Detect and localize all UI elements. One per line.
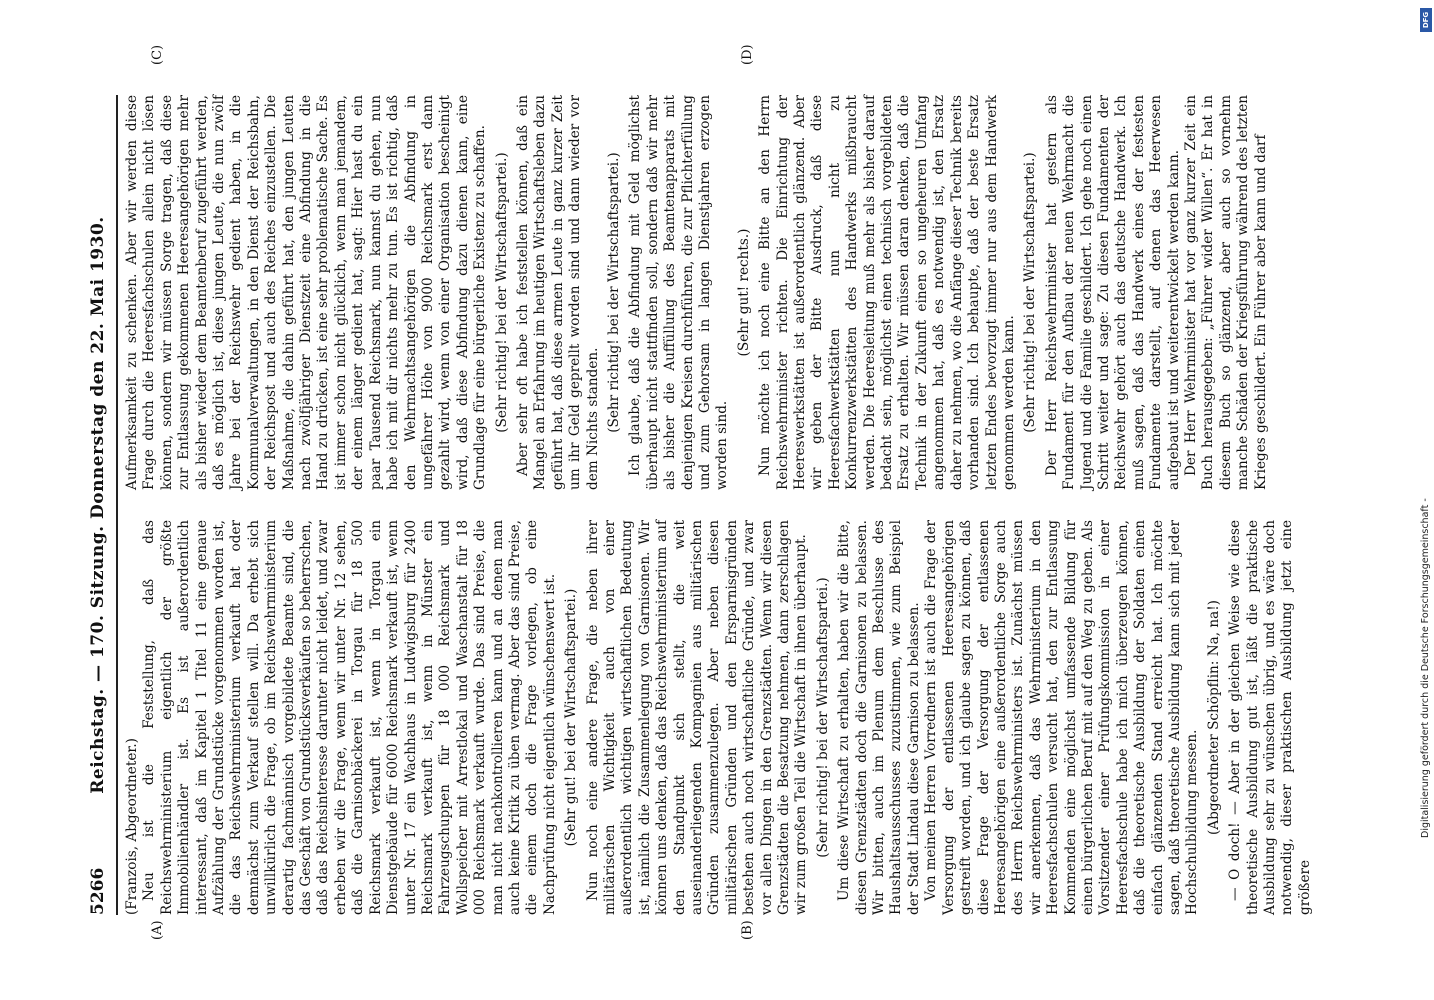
paragraph: (Franzois, Abgeordneter.) [124,738,140,915]
page-header [88,95,110,915]
paragraph: Aber sehr oft habe ich feststellen können, daß ein Mangel an Erfahrung im heutigen Wirtschaftsleben dazu geführt hat, daß diese armen Leute in ganz kurzer Zeit um ihr Geld geprellt worden sind und dann wieder vor dem Nichts standen. [514,95,601,490]
margin-marker-c: (C) [150,44,165,65]
right-column [124,95,1270,490]
page-number: 5266 [88,867,108,915]
left-column [124,520,1314,915]
paragraph: Aufmerksamkeit zu schenken. Aber wir werden diese Frage durch die Heeresfachschulen allein nicht lösen können, sondern wir müssen Sorge tragen, daß diese zur Entlassung gekommenen Heeresangehörigen mehr als bisher wieder dem Beamtenberuf zugeführt werden, daß es möglich ist, diese jungen Leute, die nun zwölf Jahre bei der Reichswehr gedient haben, in die Kommunalverwaltungen, in den Dienst der Reichsbahn, der Reichspost und auch des Reiches einzustellen. Die Maßnahme, die dahin geführt hat, den jungen Leuten nach zwölfjähriger Dienstzeit eine Abfindung in die Hand zu drücken, ist eine sehr problematische Sache. Es ist immer schon nicht glücklich, wenn man jemandem, der einem länger gedient hat, sagt: Hier hast du ein paar Tausend Reichsmark, nun kannst du gehen, nun habe ich mit dir nichts mehr zu tun. Es ist richtig, daß den Wehrmachtsangehörigen die Abfindung in ungefährer Höhe von 9000 Reichsmark erst dann gezahlt wird, wenn von einer Organisation bescheinigt wird, daß diese Abfindung dazu dienen kann, eine Grundlage für eine bürgerliche Existenz zu schaffen. [124,95,489,490]
interjection: (Sehr richtig! bei der Wirtschaftspartei.) [814,577,831,858]
header-rule [116,95,118,915]
margin-marker-b: (B) [740,920,755,940]
paragraph: Ich glaube, daß die Abfindung mit Geld möglichst überhaupt nicht stattfinden soll, sondern daß wir mehr als bisher die Auffüllung des Beamtenapparats mit denjenigen Kreisen durchführen, die zur Pflichterfüllung und zum Gehorsam in langen Dienstjahren erzogen worden sind. [627,95,731,490]
interjection: (Sehr richtig! bei der Wirtschaftspartei.) [493,152,510,433]
margin-marker-a: (A) [150,920,165,940]
interjection: (Sehr richtig! bei der Wirtschaftspartei.) [605,152,622,433]
interjection: (Abgeordneter Schöpflin: Na, na!) [1205,600,1222,835]
digitization-credit: Digitalisierung gefördert durch die Deutsche Forschungsgemeinschaft - [1420,498,1431,838]
paragraph: Nun noch eine andere Frage, die neben ihrer militärischen Wichtigkeit auch von einer außerordentlich wichtigen wirtschaftlichen Bedeutung ist, nämlich die Zusammenlegung von Garnisonen. Wir können uns denken, daß das Reichswehrministerium auf den Standpunkt sich stellt, die weit auseinanderliegenden Kompagnien aus militärischen Gründen zusammenzulegen. Aber neben diesen militärischen Gründen und den Ersparnisgründen bestehen auch noch wirtschaftliche Gründe, und zwar vor allen Dingen in den Grenzstädten. Wenn wir diesen Grenzstädten die Besatzung nehmen, dann zerschlagen wir zum großen Teil die Wirtschaft in ihnen überhaupt. [584,520,810,915]
dfg-logo: DFG [1420,8,1432,32]
paragraph: Der Herr Wehrminister hat vor ganz kurzer Zeit ein Buch herausgegeben: „Führer wider Willen“. Er hat in diesem Buch so glänzend, aber auch so vornehm manche Schäden der Kriegsführung während des letzten Krieges geschildert. Ein Führer aber kann und darf [1182,95,1269,490]
page-running-title: Reichstag. — 170. Sitzung. Donnerstag den 22. Mai 1930. [88,216,108,794]
paragraph: Um diese Wirtschaft zu erhalten, haben wir die Bitte, diesen Grenzstädten doch die Garnisonen zu belassen. Wir bitten, auch im Plenum dem Beschlusse des Haushaltsausschusses zuzustimmen, wie zum Beispiel der Stadt Lindau diese Garnison zu belassen. [836,520,922,915]
paragraph: Nun möchte ich noch eine Bitte an den Herrn Reichswehrminister richten. Die Einrichtung der Heereswerkstätten ist außerordentlich glänzend. Aber wir geben der Bitte Ausdruck, daß diese Heeresfachwerkstätten nun nicht zu Konkurrenzwerkstätten des Handwerks mißbraucht werden. Die Heeresleitung muß mehr als bisher darauf bedacht sein, möglichst einen technisch vorgebildeten Ersatz zu erhalten. Wir müssen daran denken, daß die Technik in der Zukunft einen so ungeheuren Umfang angenommen hat, daß es notwendig ist, den Ersatz daher zu nehmen, wo die Anfänge dieser Technik bereits vorhanden sind. Ich behaupte, daß der beste Ersatz letzten Endes bevorzugt immer nur aus dem Handwerk genommen werden kann. [757,95,1017,490]
paragraph: Der Herr Reichswehrminister hat gestern als Fundament für den Aufbau der neuen Wehrmacht die Jugend und die Familie geschildert. Ich gehe noch einen Schritt weiter und sage: Zu diesen Fundamenten der Reichswehr gehört auch das deutsche Handwerk. Ich muß sagen, daß das Handwerk eines der festesten Fundamente darstellt, auf denen das Heerwesen aufgebaut ist und weiterentwickelt werden kann. [1043,95,1182,490]
interjection: (Sehr richtig! bei der Wirtschaftspartei.) [1022,152,1039,433]
interjection: (Sehr gut! rechts.) [735,228,752,357]
paragraph: Neu ist die Feststellung, daß das Reichswehrministerium eigentlich der größte Immobilienhändler ist. Es ist außerordentlich interessant, daß im Kapitel 1 Titel 11 eine genaue Aufzählung der Grundstücke vorgenommen worden ist, die das Reichswehrministerium verkauft hat oder demnächst zum Verkauf stellen will. Da erhebt sich unwillkürlich die Frage, ob im Reichswehrministerium derartig fachmännisch vorgebildete Beamte sind, die das Geschäft von Grundstücksverkäufen so beherrschen, daß das Reichsinteresse darunter nicht leidet, und zwar erheben wir die Frage, wenn wir unter Nr. 12 sehen, daß die Garnisonbäckerei in Torgau für 18 500 Reichsmark verkauft ist, wenn in Torgau ein Dienstgebäude für 6000 Reichsmark verkauft ist, wenn unter Nr. 17 ein Wachhaus in Ludwigsburg für 2400 Reichsmark verkauft ist, wenn in Münster ein Fahrzeugschuppen für 18 000 Reichsmark und Wollspeicher mit Arrestlokal und Waschanstalt für 18 000 Reichsmark verkauft wurde. Das sind Preise, die man nicht nachkontrollieren kann und an denen man auch keine Kritik zu üben vermag. Aber das sind Preise, die einem doch die Frage vorlegen, ob eine Nachprüfung nicht eigentlich wünschenswert ist. [141,520,558,915]
paragraph: — O doch! — Aber in der gleichen Weise wie diese theoretische Ausbildung gut ist, läßt die praktische Ausbildung sehr zu wünschen übrig, und es wäre doch notwendig, dieser praktischen Ausbildung jetzt eine größere [1227,520,1313,915]
interjection: (Sehr gut! bei der Wirtschaftspartei.) [563,588,580,847]
paragraph: Von meinen Herren Vorrednern ist auch die Frage der Versorgung der entlassenen Heeresangehörigen gestreift worden, und ich glaube sagen zu können, daß diese Frage der Versorgung der entlassenen Heeresangehörigen eine außerordentliche Sorge auch des Herrn Reichswehrministers ist. Zunächst müssen wir anerkennen, daß das Wehrministerium in den Heeresfachschulen versucht hat, den zur Entlassung Kommenden eine möglichst umfassende Bildung für einen bürgerlichen Beruf mit auf den Weg zu geben. Als Vorsitzender einer Prüfungskommission in einer Heeresfachschule habe ich mich überzeugen können, daß die theoretische Ausbildung der Soldaten einen einfach glänzenden Stand erreicht hat. Ich möchte sagen, daß theoretische Ausbildung kann sich mit jeder Hochschulbildung messen. [923,520,1201,915]
margin-marker-d: (D) [740,44,755,65]
